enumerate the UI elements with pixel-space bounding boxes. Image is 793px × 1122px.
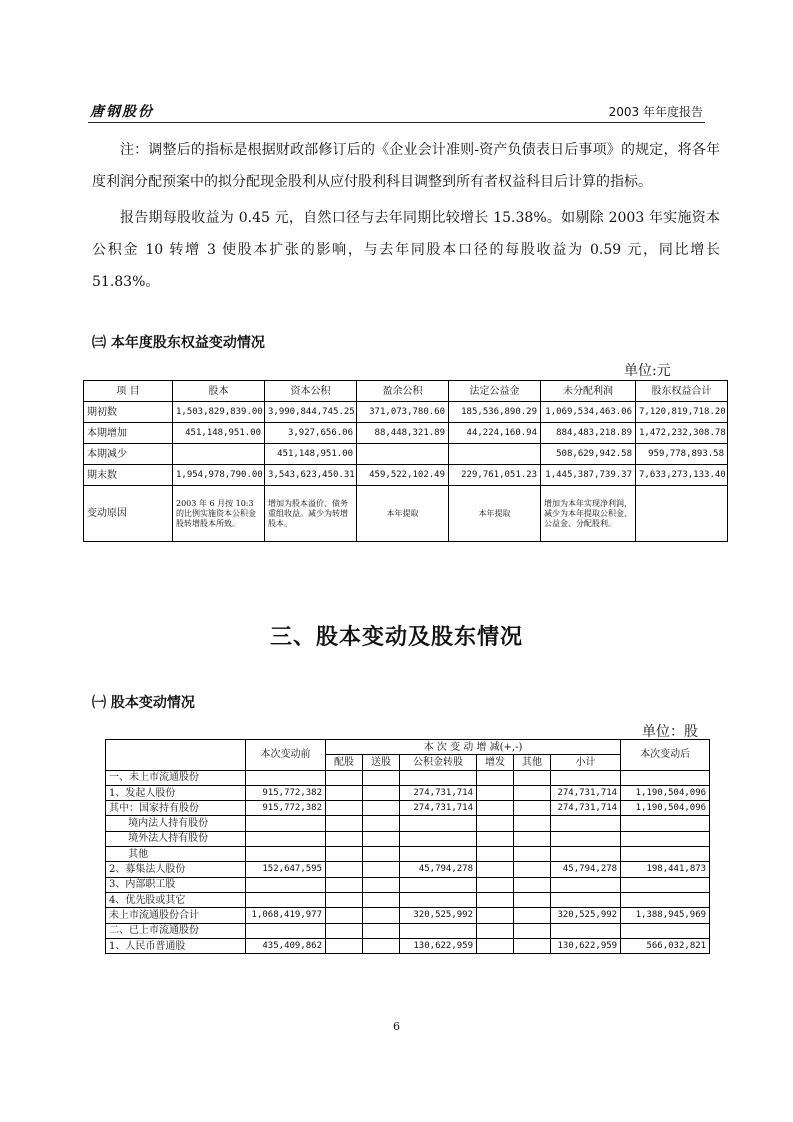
- row-label: 二、已上市流通股份: [106, 923, 246, 938]
- table-cell: [514, 938, 551, 953]
- table-cell: 增加为本年实现净利润，减少为本年提取公积金、公益金、分配股利。: [541, 486, 636, 542]
- table-row: [84, 465, 728, 486]
- table-cell: [246, 892, 326, 907]
- table-cell: [357, 444, 449, 465]
- table-cell: [621, 877, 710, 892]
- row-label: 4、优先股或其它: [106, 892, 246, 907]
- table-cell: 320,525,992: [400, 908, 477, 923]
- table-cell: [621, 770, 710, 785]
- share-header-after: 本次变动后: [621, 740, 710, 771]
- table-cell: [514, 892, 551, 907]
- table-row: [106, 923, 710, 938]
- row-label: 其中：国家持有股份: [106, 801, 246, 816]
- table-cell: 959,778,893.58: [636, 444, 728, 465]
- share-subheader: 小计: [551, 755, 621, 770]
- table-cell: [326, 770, 363, 785]
- table-cell: [621, 816, 710, 831]
- table-cell: [477, 862, 514, 877]
- table-row: [106, 801, 710, 816]
- table-cell: [363, 892, 400, 907]
- table-cell: [514, 816, 551, 831]
- table-cell: 1,472,232,308.78: [636, 423, 728, 444]
- table-cell: [326, 923, 363, 938]
- header-logo: 唐钢股份: [90, 104, 154, 120]
- share-unit: 单位：股: [642, 724, 698, 740]
- table-cell: [514, 831, 551, 846]
- table-cell: [514, 877, 551, 892]
- table-cell: [514, 785, 551, 800]
- table-cell: [326, 816, 363, 831]
- share-header-before: 本次变动前: [246, 740, 326, 771]
- table-row: [106, 770, 710, 785]
- share-subheader: 增发: [477, 755, 514, 770]
- row-label: 期末数: [84, 465, 173, 486]
- table-cell: [621, 847, 710, 862]
- equity-header-cell: 法定公益金: [449, 381, 541, 402]
- table-cell: [173, 444, 265, 465]
- share-subheader: 其他: [514, 755, 551, 770]
- table-cell: [363, 877, 400, 892]
- share-subheader: 送股: [363, 755, 400, 770]
- table-cell: [400, 847, 477, 862]
- table-cell: [636, 486, 728, 542]
- share-subheader: 公积金转股: [400, 755, 477, 770]
- table-cell: [477, 785, 514, 800]
- table-cell: 1,503,829,839.00: [173, 402, 265, 423]
- table-row: [84, 423, 728, 444]
- table-cell: [514, 908, 551, 923]
- table-cell: [477, 877, 514, 892]
- table-row: [106, 816, 710, 831]
- table-cell: [477, 938, 514, 953]
- table-cell: [514, 923, 551, 938]
- table-cell: [514, 862, 551, 877]
- equity-header-row: [84, 381, 728, 402]
- row-label: 未上市流通股份合计: [106, 908, 246, 923]
- table-cell: [326, 892, 363, 907]
- table-cell: [514, 847, 551, 862]
- row-label: 一、未上市流通股份: [106, 770, 246, 785]
- table-cell: 45,794,278: [400, 862, 477, 877]
- table-cell: 274,731,714: [551, 785, 621, 800]
- table-cell: [363, 862, 400, 877]
- table-cell: 1,190,504,096: [621, 785, 710, 800]
- table-cell: 2003 年 6 月按 10:3 的比例实施资本公积金股转增股本所致。: [173, 486, 265, 542]
- table-cell: [551, 770, 621, 785]
- table-cell: 130,622,959: [400, 938, 477, 953]
- table-row: [106, 892, 710, 907]
- row-label: 期初数: [84, 402, 173, 423]
- table-cell: [363, 816, 400, 831]
- table-cell: [246, 877, 326, 892]
- table-cell: [400, 877, 477, 892]
- table-cell: [477, 831, 514, 846]
- table-row: [84, 486, 728, 542]
- table-cell: [477, 816, 514, 831]
- row-label: 1、人民币普通股: [106, 938, 246, 953]
- table-cell: [400, 770, 477, 785]
- table-cell: 459,522,102.49: [357, 465, 449, 486]
- row-label: 境外法人持有股份: [106, 831, 246, 846]
- table-cell: [246, 770, 326, 785]
- table-cell: 451,148,951.00: [173, 423, 265, 444]
- table-cell: 274,731,714: [400, 785, 477, 800]
- equity-header-cell: 股本: [173, 381, 265, 402]
- table-row: [106, 938, 710, 953]
- share-header-item: [106, 740, 246, 771]
- equity-header-cell: 项 目: [84, 381, 173, 402]
- table-cell: 435,409,862: [246, 938, 326, 953]
- table-cell: [246, 816, 326, 831]
- table-cell: [363, 938, 400, 953]
- table-cell: 7,633,273,133.40: [636, 465, 728, 486]
- table-cell: 1,068,419,977: [246, 908, 326, 923]
- table-row: [106, 847, 710, 862]
- table-cell: [363, 847, 400, 862]
- table-cell: [400, 923, 477, 938]
- table-cell: 增加为股本溢价、债务重组收益。减少为转增股本。: [265, 486, 357, 542]
- row-label: 境内法人持有股份: [106, 816, 246, 831]
- table-cell: 1,388,945,969: [621, 908, 710, 923]
- row-label: 本期增加: [84, 423, 173, 444]
- row-label: 变动原因: [84, 486, 173, 542]
- table-cell: 152,647,595: [246, 862, 326, 877]
- equity-unit: 单位:元: [624, 363, 671, 379]
- table-cell: 1,954,978,790.00: [173, 465, 265, 486]
- row-label: 3、内部职工股: [106, 877, 246, 892]
- table-cell: [326, 801, 363, 816]
- eps-paragraph: 报告期每股收益为 0.45 元，自然口径与去年同期比较增长 15.38%。如剔除 2003 年实施资本公积金 10 转增 3 使股本扩张的影响，与去年同股本口径的每股收益为 0.59 元，同比增长 51.83%。: [92, 210, 720, 290]
- table-cell: [363, 785, 400, 800]
- table-cell: 本年提取: [357, 486, 449, 542]
- table-cell: [326, 908, 363, 923]
- table-cell: [326, 938, 363, 953]
- table-cell: 本年提取: [449, 486, 541, 542]
- table-cell: [246, 847, 326, 862]
- note-paragraph: 注：调整后的指标是根据财政部修订后的《企业会计准则-资产负债表日后事项》的规定，将各年度利润分配预案中的拟分配现金股利从应付股利科目调整到所有者权益科目后计算的指标。: [92, 142, 720, 190]
- table-row: [106, 908, 710, 923]
- table-cell: [477, 923, 514, 938]
- table-cell: [477, 801, 514, 816]
- table-cell: [514, 770, 551, 785]
- equity-change-table: [83, 380, 728, 542]
- table-cell: [326, 877, 363, 892]
- table-cell: 508,629,942.58: [541, 444, 636, 465]
- table-cell: 1,069,534,463.06: [541, 402, 636, 423]
- table-cell: 3,543,623,450.31: [265, 465, 357, 486]
- table-cell: [551, 816, 621, 831]
- table-cell: 229,761,051.23: [449, 465, 541, 486]
- table-cell: 320,525,992: [551, 908, 621, 923]
- table-row: [106, 831, 710, 846]
- share-change-table: [105, 739, 710, 954]
- table-cell: 566,032,821: [621, 938, 710, 953]
- header-title: 2003 年年度报告: [608, 105, 703, 119]
- row-label: 其他: [106, 847, 246, 862]
- equity-header-cell: 资本公积: [265, 381, 357, 402]
- equity-section-title: ㈢ 本年度股东权益变动情况: [92, 335, 265, 351]
- equity-header-cell: 未分配利润: [541, 381, 636, 402]
- body-paragraphs: [92, 134, 720, 298]
- table-cell: 1,190,504,096: [621, 801, 710, 816]
- page-number: 6: [393, 1020, 400, 1033]
- table-row: [84, 444, 728, 465]
- table-cell: [246, 923, 326, 938]
- table-cell: [326, 785, 363, 800]
- table-cell: [363, 770, 400, 785]
- table-cell: 7,120,819,718.20: [636, 402, 728, 423]
- table-cell: 1,445,387,739.37: [541, 465, 636, 486]
- table-cell: 915,772,382: [246, 785, 326, 800]
- table-cell: 88,448,321.89: [357, 423, 449, 444]
- share-header-row-1: [106, 740, 710, 755]
- table-cell: [246, 831, 326, 846]
- table-cell: 274,731,714: [551, 801, 621, 816]
- main-heading: 三、股本变动及股东情况: [269, 625, 523, 650]
- table-row: [106, 785, 710, 800]
- table-cell: [400, 831, 477, 846]
- header-rule: [88, 122, 705, 123]
- table-cell: 3,927,656.06: [265, 423, 357, 444]
- row-label: 1、发起人股份: [106, 785, 246, 800]
- table-cell: [551, 923, 621, 938]
- table-cell: [477, 908, 514, 923]
- table-cell: [326, 862, 363, 877]
- table-cell: [551, 831, 621, 846]
- row-label: 本期减少: [84, 444, 173, 465]
- table-cell: 130,622,959: [551, 938, 621, 953]
- table-cell: [363, 923, 400, 938]
- table-row: [106, 877, 710, 892]
- table-cell: [551, 892, 621, 907]
- table-cell: 274,731,714: [400, 801, 477, 816]
- table-cell: 185,536,890.29: [449, 402, 541, 423]
- table-cell: [449, 444, 541, 465]
- table-cell: [514, 801, 551, 816]
- table-cell: 451,148,951.00: [265, 444, 357, 465]
- table-cell: [621, 892, 710, 907]
- equity-header-cell: 盈余公积: [357, 381, 449, 402]
- table-cell: [477, 847, 514, 862]
- share-section-title: ㈠ 股本变动情况: [92, 695, 195, 711]
- share-subheader: 配股: [326, 755, 363, 770]
- table-cell: [400, 892, 477, 907]
- table-cell: [363, 801, 400, 816]
- table-cell: 198,441,873: [621, 862, 710, 877]
- table-cell: [326, 847, 363, 862]
- table-cell: [621, 923, 710, 938]
- table-cell: 3,990,844,745.25: [265, 402, 357, 423]
- table-cell: 371,073,780.60: [357, 402, 449, 423]
- table-row: [106, 862, 710, 877]
- table-cell: 915,772,382: [246, 801, 326, 816]
- share-header-change: 本 次 变 动 增 减(+,-): [326, 740, 621, 755]
- table-cell: 884,483,218.89: [541, 423, 636, 444]
- table-cell: [477, 770, 514, 785]
- table-cell: [400, 816, 477, 831]
- table-cell: [477, 892, 514, 907]
- table-cell: [326, 831, 363, 846]
- table-cell: [551, 847, 621, 862]
- table-cell: [551, 877, 621, 892]
- table-cell: [621, 831, 710, 846]
- table-cell: [363, 831, 400, 846]
- table-cell: 45,794,278: [551, 862, 621, 877]
- row-label: 2、募集法人股份: [106, 862, 246, 877]
- table-cell: 44,224,160.94: [449, 423, 541, 444]
- table-cell: [363, 908, 400, 923]
- equity-header-cell: 股东权益合计: [636, 381, 728, 402]
- table-row: [84, 402, 728, 423]
